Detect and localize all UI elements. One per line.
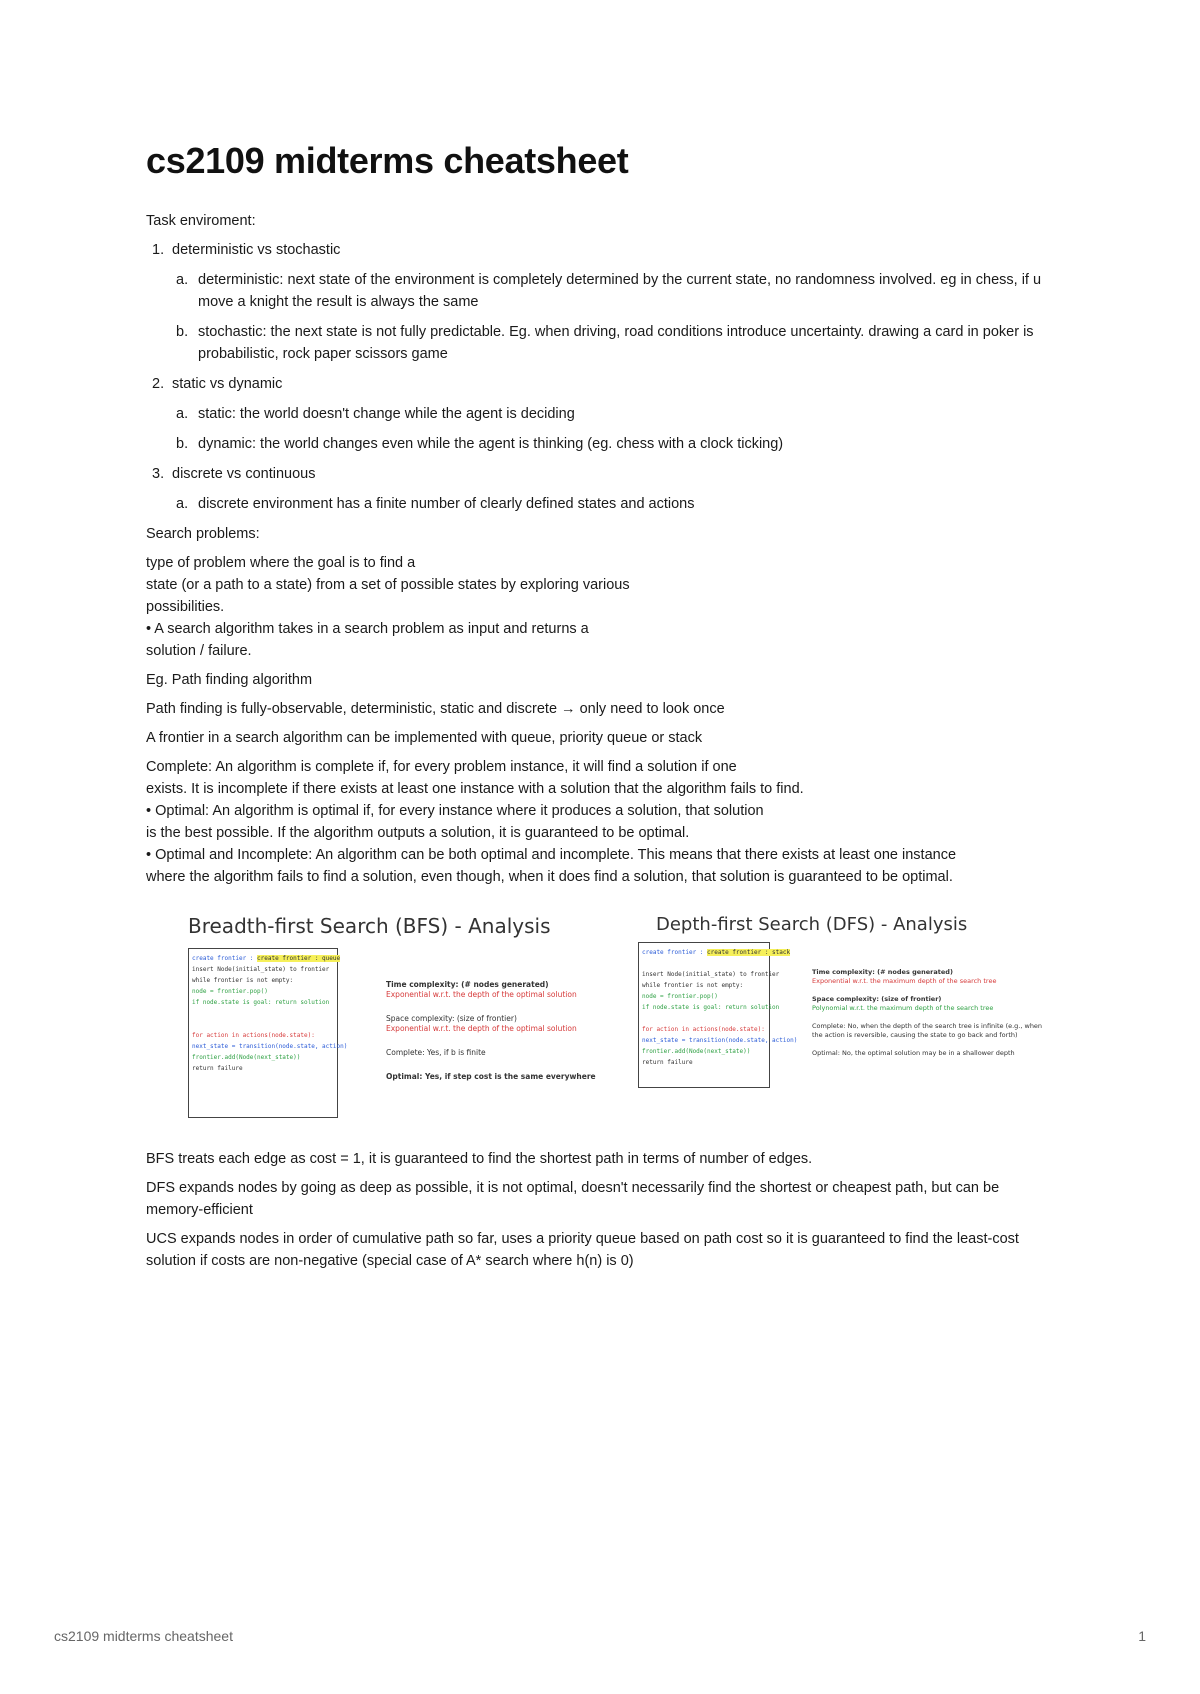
search-definition-block bbox=[146, 552, 1060, 662]
code-line bbox=[192, 1019, 334, 1030]
pathfinding-paragraph: Path finding is fully-observable, deterministic, static and discrete → only need to look once bbox=[146, 701, 725, 717]
bfs-figure bbox=[188, 906, 608, 1136]
footer-title: cs2109 midterms cheatsheet bbox=[54, 1628, 233, 1644]
code-line bbox=[192, 1008, 334, 1019]
bfs-paragraph: BFS treats each edge as cost = 1, it is guaranteed to find the shortest path in terms of number of edges. bbox=[146, 1151, 813, 1167]
dfs-pseudocode bbox=[638, 942, 798, 1088]
list-number: 1. bbox=[152, 242, 165, 258]
code-line: return failure bbox=[192, 1065, 243, 1072]
code-line: while frontier is not empty: bbox=[642, 982, 744, 989]
document-page bbox=[146, 140, 1060, 1279]
analysis-figures bbox=[146, 906, 1060, 1136]
note-block bbox=[812, 995, 1044, 1013]
dfs-figure bbox=[638, 906, 1058, 1136]
sub-item-text: deterministic: next state of the environment is completely determined by the current state, no randomness involved. eg in chess, if u move a knight the result is always the same bbox=[198, 272, 1042, 310]
list-letter: a. bbox=[176, 406, 189, 422]
sub-list-item bbox=[146, 403, 1060, 425]
code-line bbox=[642, 1013, 766, 1024]
ucs-paragraph: UCS expands nodes in order of cumulative path so far, uses a priority queue based on path cost so it is guaranteed to find the least-cost solution if costs are non-negative (special case of A* search where h(n) is 0) bbox=[146, 1231, 1019, 1269]
completeness-block bbox=[146, 756, 1060, 888]
text-line: Complete: An algorithm is complete if, for every problem instance, it will find a solution if one bbox=[146, 759, 737, 775]
code-line: insert Node(initial_state) to frontier bbox=[642, 971, 780, 978]
code-line: for action in actions(node.state): bbox=[642, 1026, 765, 1033]
note-block bbox=[386, 980, 606, 1000]
text-line: type of problem where the goal is to find a bbox=[146, 555, 416, 571]
list-item-label: discrete vs continuous bbox=[172, 466, 316, 482]
code-line: while frontier is not empty: bbox=[192, 977, 294, 984]
text-line: • A search algorithm takes in a search problem as input and returns a bbox=[146, 621, 589, 637]
note-block bbox=[386, 1014, 606, 1034]
text-line: is the best possible. If the algorithm outputs a solution, it is guaranteed to be optimal. bbox=[146, 825, 690, 841]
bfs-pseudocode bbox=[188, 948, 348, 1118]
code-line: next_state = transition(node.state, action) bbox=[192, 1043, 348, 1050]
code-line: frontier.add(Node(next_state)) bbox=[642, 1048, 751, 1055]
code-line: next_state = transition(node.state, action) bbox=[642, 1037, 798, 1044]
note-body: Polynomial w.r.t. the maximum depth of the search tree bbox=[812, 1004, 994, 1012]
list-letter: b. bbox=[176, 436, 189, 452]
bfs-analysis-notes bbox=[386, 980, 606, 1096]
note-head: Complete: Yes, if b is finite bbox=[386, 1048, 486, 1057]
text-line: exists. It is incomplete if there exists at least one instance with a solution that the algorithm fails to find. bbox=[146, 781, 804, 797]
page-footer bbox=[54, 1628, 1146, 1644]
code-line bbox=[642, 958, 766, 969]
note-body: Exponential w.r.t. the maximum depth of the search tree bbox=[812, 977, 997, 985]
example-paragraph: Eg. Path finding algorithm bbox=[146, 672, 313, 688]
note-head: Time complexity: (# nodes generated) bbox=[386, 980, 549, 989]
sub-list-item bbox=[146, 269, 1060, 313]
list-item bbox=[146, 463, 1060, 515]
task-env-heading: Task enviroment: bbox=[146, 213, 256, 229]
list-letter: a. bbox=[176, 496, 189, 512]
note-head: Time complexity: (# nodes generated) bbox=[812, 968, 953, 976]
list-item bbox=[146, 239, 1060, 365]
list-number: 3. bbox=[152, 466, 165, 482]
page-title: cs2109 midterms cheatsheet bbox=[146, 140, 629, 181]
code-line: if node.state is goal: return solution bbox=[642, 1004, 780, 1011]
note-body: Exponential w.r.t. the depth of the optimal solution bbox=[386, 990, 577, 999]
bfs-figure-title: Breadth-first Search (BFS) - Analysis bbox=[188, 914, 551, 938]
sub-item-text: discrete environment has a finite number of clearly defined states and actions bbox=[198, 496, 695, 512]
dfs-paragraph: DFS expands nodes by going as deep as possible, it is not optimal, doesn't necessarily find the shortest or cheapest path, but can be memory-efficient bbox=[146, 1180, 1000, 1218]
list-letter: a. bbox=[176, 272, 189, 288]
list-item-label: static vs dynamic bbox=[172, 376, 283, 392]
dfs-analysis-notes bbox=[812, 968, 1044, 1072]
code-line: create frontier : create frontier : queue bbox=[192, 955, 341, 962]
code-text: create frontier : stack bbox=[707, 949, 791, 956]
list-letter: b. bbox=[176, 324, 189, 340]
sub-item-text: dynamic: the world changes even while the agent is thinking (eg. chess with a clock ticking) bbox=[198, 436, 784, 452]
page-number: 1 bbox=[1138, 1628, 1146, 1644]
note-block bbox=[386, 1072, 606, 1082]
note-block bbox=[812, 1049, 1044, 1058]
note-block bbox=[386, 1048, 606, 1058]
text-line: • Optimal: An algorithm is optimal if, for every instance where it produces a solution, that solution bbox=[146, 803, 764, 819]
text-line: state (or a path to a state) from a set of possible states by exploring various bbox=[146, 577, 630, 593]
sub-list bbox=[146, 403, 1060, 455]
code-line: for action in actions(node.state): bbox=[192, 1032, 315, 1039]
text-line: solution / failure. bbox=[146, 643, 252, 659]
list-number: 2. bbox=[152, 376, 165, 392]
note-block bbox=[812, 1022, 1044, 1040]
sub-list-item bbox=[146, 493, 1060, 515]
list-item-label: deterministic vs stochastic bbox=[172, 242, 341, 258]
dfs-figure-title: Depth-first Search (DFS) - Analysis bbox=[656, 914, 968, 935]
note-head: Complete: No, when the depth of the search tree is infinite (e.g., when the action is reversible, causing the state to go back and forth) bbox=[812, 1022, 1043, 1039]
task-env-list bbox=[146, 239, 1060, 515]
code-line: return failure bbox=[642, 1059, 693, 1066]
note-body: Exponential w.r.t. the depth of the optimal solution bbox=[386, 1024, 577, 1033]
text-line: where the algorithm fails to find a solution, even though, when it does find a solution, that solution is guaranteed to be optimal. bbox=[146, 869, 953, 885]
sub-list-item bbox=[146, 433, 1060, 455]
code-line: create frontier : create frontier : stack bbox=[642, 949, 791, 956]
text-line: possibilities. bbox=[146, 599, 225, 615]
sub-item-text: static: the world doesn't change while the agent is deciding bbox=[198, 406, 575, 422]
sub-list bbox=[146, 493, 1060, 515]
code-line: if node.state is goal: return solution bbox=[192, 999, 330, 1006]
code-line: node = frontier.pop() bbox=[192, 988, 268, 995]
text-line: • Optimal and Incomplete: An algorithm can be both optimal and incomplete. This means that there exists at least one instance bbox=[146, 847, 957, 863]
frontier-paragraph: A frontier in a search algorithm can be implemented with queue, priority queue or stack bbox=[146, 730, 703, 746]
code-line: node = frontier.pop() bbox=[642, 993, 718, 1000]
note-block bbox=[812, 968, 1044, 986]
note-head: Space complexity: (size of frontier) bbox=[386, 1014, 517, 1023]
search-heading: Search problems: bbox=[146, 526, 260, 542]
code-line: insert Node(initial_state) to frontier bbox=[192, 966, 330, 973]
note-head: Optimal: No, the optimal solution may be in a shallower depth bbox=[812, 1049, 1015, 1057]
sub-list bbox=[146, 269, 1060, 365]
code-text: create frontier : queue bbox=[257, 955, 341, 962]
note-head: Space complexity: (size of frontier) bbox=[812, 995, 942, 1003]
list-item bbox=[146, 373, 1060, 455]
sub-item-text: stochastic: the next state is not fully predictable. Eg. when driving, road conditions introduce uncertainty. drawing a card in poker is probabilistic, rock paper scissors game bbox=[198, 324, 1034, 362]
code-line: frontier.add(Node(next_state)) bbox=[192, 1054, 301, 1061]
note-head: Optimal: Yes, if step cost is the same everywhere bbox=[386, 1072, 596, 1081]
sub-list-item bbox=[146, 321, 1060, 365]
